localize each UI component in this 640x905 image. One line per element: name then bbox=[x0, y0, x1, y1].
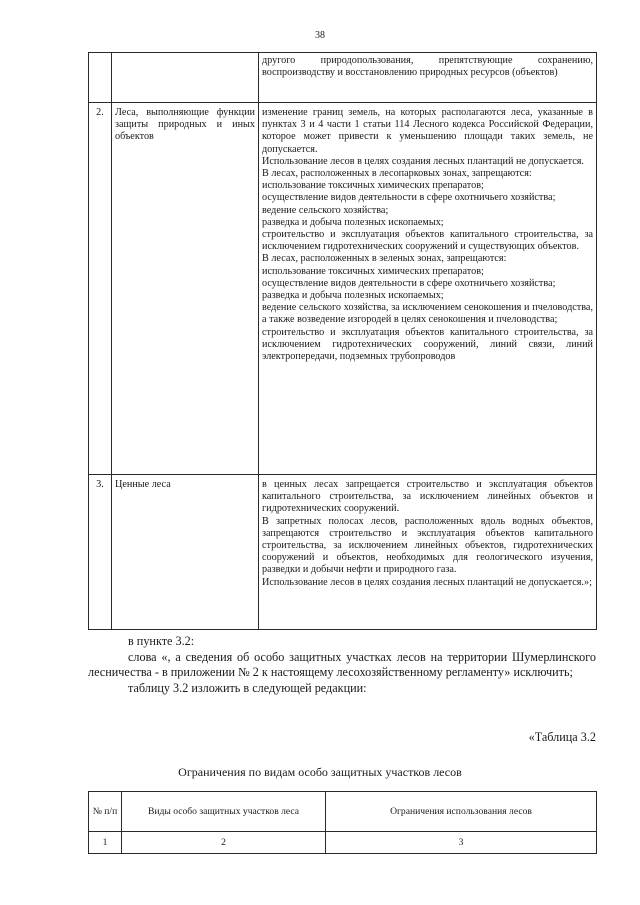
restriction-paragraph: осуществление видов деятельности в сфере охотничьего хозяйства; bbox=[262, 277, 556, 289]
row-number: 2. bbox=[89, 103, 112, 475]
table-label: «Таблица 3.2 bbox=[528, 730, 596, 744]
table-numbering-row bbox=[89, 832, 597, 854]
restriction-paragraph: В лесах, расположенных в лесопарковых зонах, запрещаются: bbox=[262, 168, 532, 180]
header-zone-type: Виды особо защитных участков леса bbox=[122, 792, 326, 832]
forest-category bbox=[112, 53, 259, 103]
restriction-paragraph: строительство и эксплуатация объектов капитального строительства, за исключением гидротехнических сооружений и существующих объектов. bbox=[262, 229, 593, 253]
header-restrictions: Ограничения использования лесов bbox=[326, 792, 597, 832]
restrictions-table-3-2 bbox=[88, 791, 597, 854]
restrictions-cell bbox=[259, 475, 597, 630]
restriction-paragraph: осуществление видов деятельности в сфере охотничьего хозяйства; bbox=[262, 192, 556, 204]
restriction-paragraph: строительство и эксплуатация объектов капитального строительства, за исключением гидротехнических сооружений, линий связи, линий электропередачи, подземных трубопроводов bbox=[262, 326, 593, 363]
paragraph-point-3-2: в пункте 3.2: bbox=[128, 634, 195, 648]
restriction-paragraph: разведка и добыча полезных ископаемых; bbox=[262, 216, 444, 228]
restriction-paragraph: использование токсичных химических препаратов; bbox=[262, 265, 484, 277]
restriction-paragraph: В запретных полосах лесов, расположенных вдоль водных объектов, запрещаются строительство и эксплуатация объектов капитального строительства, за исключением линейных объектов, гидротехнических сооружений и объектов, необходимых для геологического изучения, разведки и добычи нефти и природного газа. bbox=[262, 515, 593, 576]
forest-category: Леса, выполняющие функции защиты природных и иных объектов bbox=[112, 103, 259, 475]
table-row bbox=[89, 103, 597, 475]
table-header-row bbox=[89, 792, 597, 832]
column-number-3: 3 bbox=[326, 832, 597, 854]
restriction-paragraph: в ценных лесах запрещается строительство и эксплуатация объектов капитального строительства, за исключением линейных объектов и гидротехнических сооружений. bbox=[262, 479, 593, 515]
header-number: № п/п bbox=[89, 792, 122, 832]
forest-category: Ценные леса bbox=[112, 475, 259, 630]
restriction-paragraph: изменение границ земель, на которых располагаются леса, указанные в пунктах 3 и 4 части 1 статьи 114 Лесного кодекса Российской Федерации, которое может привести к уменьшению площади таких земель, не допускается. bbox=[262, 107, 593, 155]
table-caption: Ограничения по видам особо защитных участков лесов bbox=[178, 765, 462, 779]
page-number: 38 bbox=[315, 30, 325, 41]
paragraph-words-excluded: слова «, а сведения об особо защитных участках лесов на территории Шумерлинского лесничества - в приложении № 2 к настоящему лесохозяйственному регламенту» исключить; bbox=[88, 649, 596, 679]
restrictions-table-continued bbox=[88, 52, 597, 630]
restrictions-cell bbox=[259, 53, 597, 103]
row-number: 3. bbox=[89, 475, 112, 630]
restrictions-cell bbox=[259, 103, 597, 475]
table-row bbox=[89, 475, 597, 630]
column-number-1: 1 bbox=[89, 832, 122, 854]
restriction-paragraph: В лесах, расположенных в зеленых зонах, запрещаются: bbox=[262, 253, 507, 265]
restriction-paragraph: Использование лесов в целях создания лесных плантаций не допускается. bbox=[262, 155, 584, 167]
row-number bbox=[89, 53, 112, 103]
paragraph-table-edit: таблицу 3.2 изложить в следующей редакции: bbox=[128, 680, 367, 695]
restriction-paragraph: использование токсичных химических препаратов; bbox=[262, 180, 484, 192]
table-row bbox=[89, 53, 597, 103]
restriction-paragraph: Использование лесов в целях создания лесных плантаций не допускается.»; bbox=[262, 576, 592, 588]
amendment-text bbox=[88, 634, 596, 696]
restriction-paragraph: ведение сельского хозяйства; bbox=[262, 204, 389, 216]
column-number-2: 2 bbox=[122, 832, 326, 854]
restriction-paragraph: другого природопользования, препятствующие сохранению, воспроизводству и восстановлению природных ресурсов (объектов) bbox=[262, 55, 593, 79]
restriction-paragraph: разведка и добыча полезных ископаемых; bbox=[262, 290, 444, 302]
restriction-paragraph: ведение сельского хозяйства, за исключением сенокошения и пчеловодства, а также возведение изгородей в целях сенокошения и пчеловодства; bbox=[262, 302, 593, 326]
